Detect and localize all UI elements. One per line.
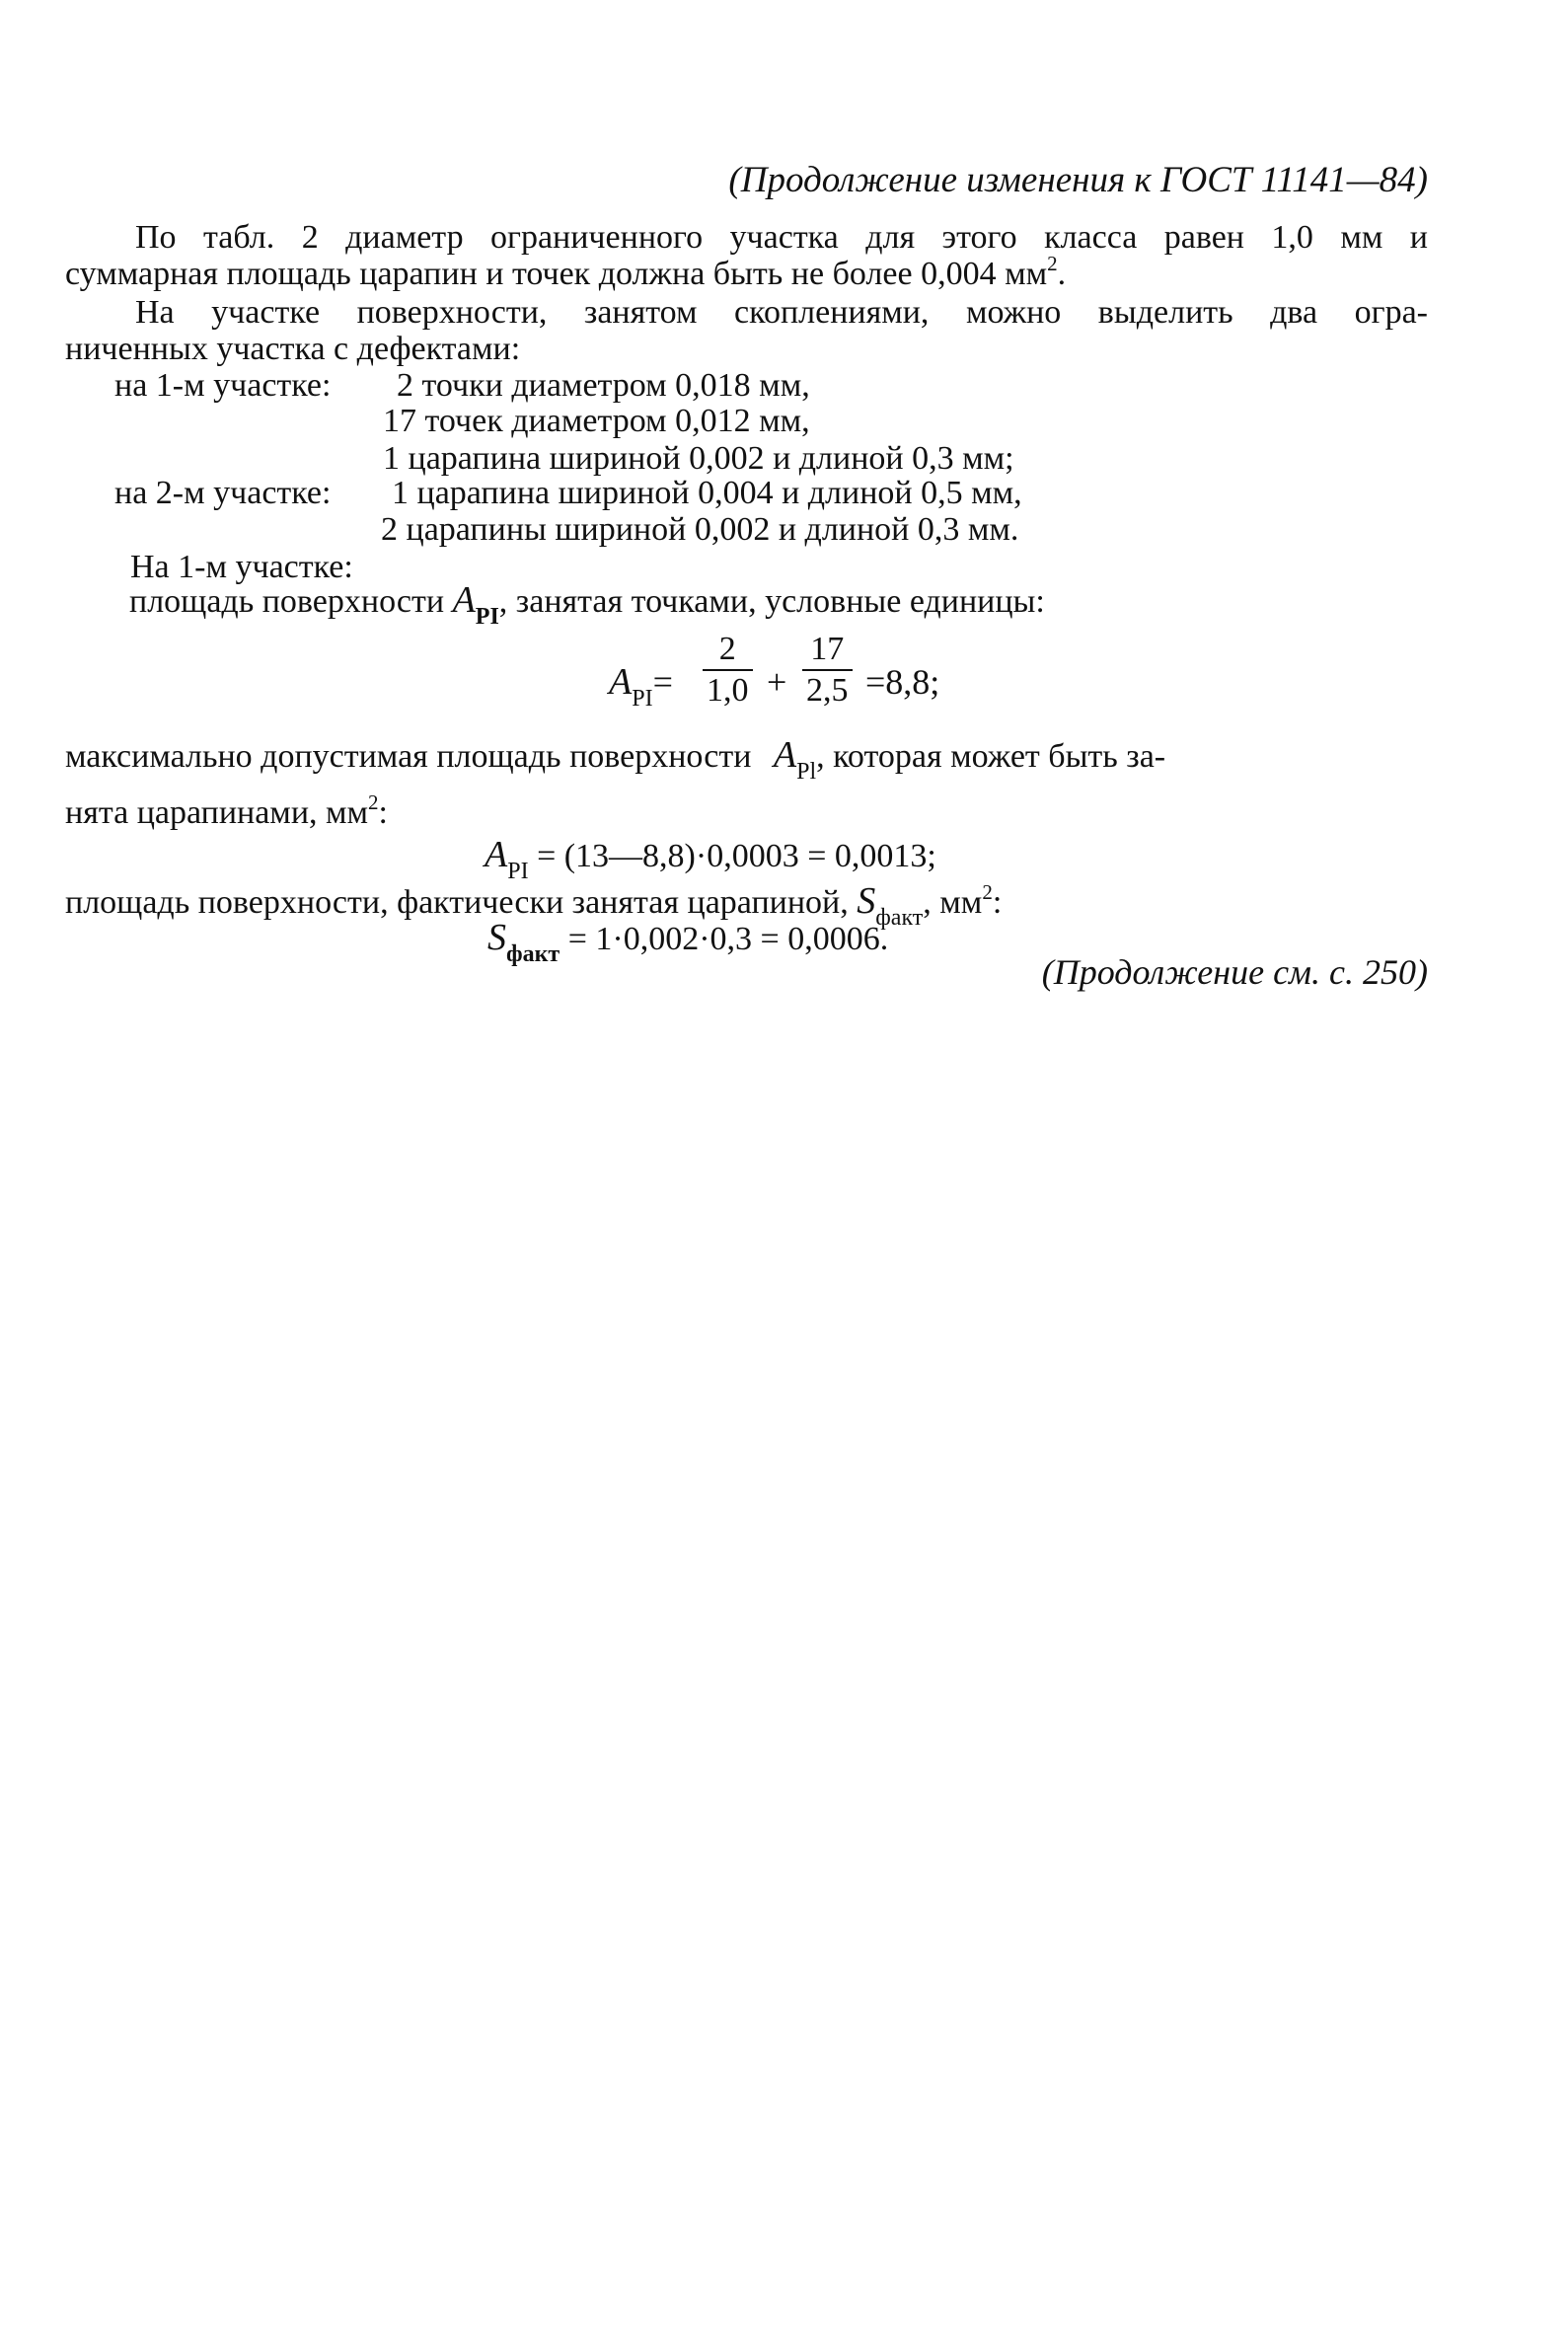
colon: : — [378, 794, 388, 831]
site2-label: на 2-м участке: — [114, 475, 332, 511]
actual-area-unit: , мм — [923, 884, 983, 921]
para2-line2-text: ниченных участка с дефектами: — [65, 331, 521, 367]
formula1-lhs — [609, 661, 673, 712]
symbol-A: A — [452, 579, 476, 621]
symbol-S: S — [487, 917, 506, 958]
site1-label: на 1-м участке: — [114, 367, 332, 404]
fraction-1-numerator: 2 — [718, 631, 736, 667]
formula-2 — [485, 834, 936, 884]
plus-sign: + — [767, 662, 787, 702]
area-points-after: , занятая точками, условные единицы: — [498, 583, 1045, 620]
equals-sign: = — [652, 662, 673, 702]
fraction-1-denominator: 1,0 — [707, 672, 749, 709]
subscript-fact: факт — [875, 904, 924, 931]
area-points-line — [129, 579, 1045, 630]
max-area-line2 — [65, 789, 388, 833]
site1-item2: 17 точек диаметром 0,012 мм, — [383, 403, 810, 439]
max-area-line1-after: , которая может быть за- — [816, 738, 1166, 775]
para1-line1 — [135, 218, 1428, 258]
colon: : — [992, 884, 1003, 921]
site1-heading: На 1-м участке: — [130, 549, 353, 585]
superscript-2: 2 — [982, 879, 993, 904]
para1-line2-text: суммарная площадь царапин и точек должна быть не более 0,004 мм — [65, 256, 1048, 292]
period: . — [1057, 256, 1067, 292]
symbol-A: A — [773, 734, 797, 776]
para2-line1-text: На участке поверхности, занятом скоплениями, можно выделить два огра- — [135, 294, 1428, 331]
superscript-2: 2 — [1047, 251, 1058, 275]
fraction-2 — [802, 630, 853, 711]
para2-line1 — [135, 293, 1428, 333]
subscript-PI: PI — [507, 858, 529, 884]
actual-area-line — [65, 879, 1003, 931]
footer-continuation-note: (Продолжение см. с. 250) — [1041, 952, 1428, 992]
subscript-fact: факт — [506, 940, 560, 967]
para2-line2 — [65, 330, 520, 369]
superscript-2: 2 — [368, 789, 379, 814]
site2-item1: 1 царапина шириной 0,004 и длиной 0,5 мм, — [392, 475, 1022, 511]
site1-item3: 1 царапина шириной 0,002 и длиной 0,3 мм; — [383, 440, 1014, 477]
formula1-result: =8,8; — [865, 662, 940, 702]
site2-item2: 2 царапины шириной 0,002 и длиной 0,3 мм. — [381, 511, 1019, 548]
header-continuation-note: (Продолжение изменения к ГОСТ 11141—84) — [728, 160, 1428, 200]
max-area-line1 — [65, 734, 1166, 785]
fraction-2-denominator: 2,5 — [806, 672, 849, 709]
area-points-text: площадь поверхности — [129, 583, 445, 620]
para1-line2 — [65, 251, 1067, 294]
max-area-line1-before: максимально допустимая площадь поверхности — [65, 738, 752, 775]
subscript-PI: PI — [475, 603, 499, 630]
fraction-1 — [703, 630, 753, 711]
formula-3 — [487, 917, 889, 967]
actual-area-text: площадь поверхности, фактически занятая царапиной, — [65, 884, 849, 921]
para1-line1-text: По табл. 2 диаметр ограниченного участка для этого класса равен 1,0 мм и — [135, 219, 1428, 256]
formula2-rhs: = (13—8,8)·0,0003 = 0,0013; — [537, 838, 936, 874]
subscript-PI: PI — [632, 685, 653, 712]
symbol-A: A — [609, 661, 633, 703]
fraction-2-numerator: 17 — [810, 631, 845, 667]
max-area-line2-text: нята царапинами, мм — [65, 794, 369, 831]
site1-item1: 2 точки диаметром 0,018 мм, — [397, 367, 810, 404]
symbol-A: A — [485, 834, 508, 875]
symbol-S: S — [857, 880, 876, 922]
formula3-rhs: = 1·0,002·0,3 = 0,0006. — [567, 921, 889, 957]
subscript-Pl: Pl — [796, 758, 817, 785]
